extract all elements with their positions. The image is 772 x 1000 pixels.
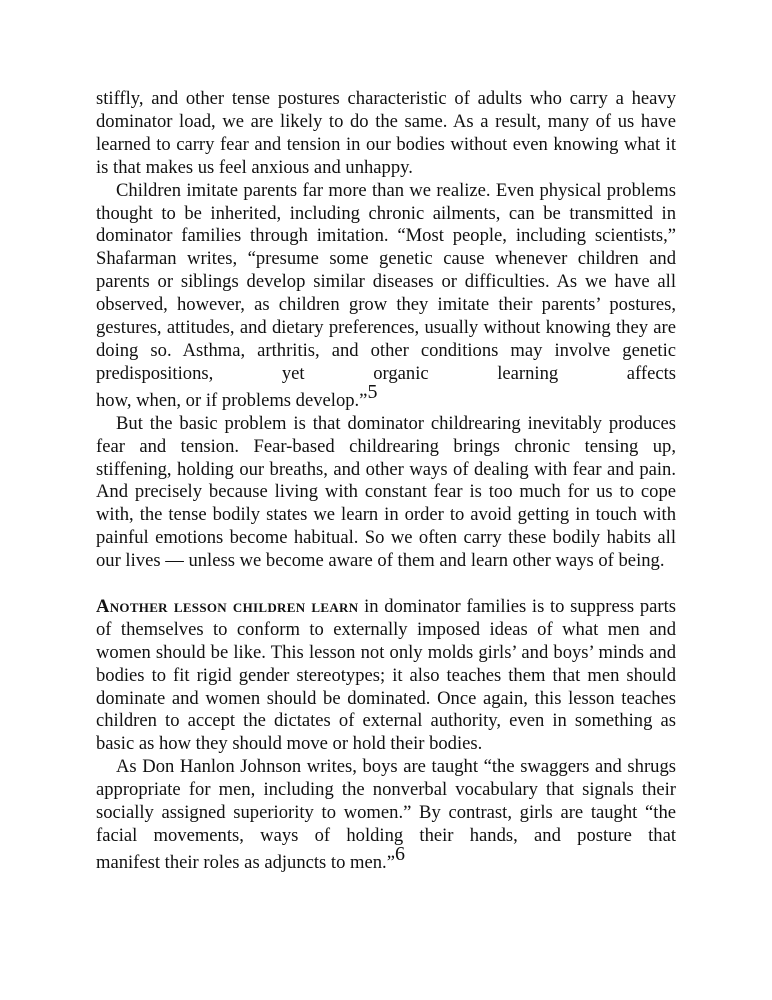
- paragraph-2-end-text: how, when, or if problems develop.”: [96, 389, 368, 411]
- paragraph-5-end-text: manifest their roles as adjuncts to men.”: [96, 851, 395, 873]
- endnote-marker-6[interactable]: 6: [394, 842, 405, 865]
- paragraph-5: As Don Hanlon Johnson writes, boys are taught “the swaggers and shrugs appropriate for men, including the nonverbal vocabulary that signals their socially assigned superiority to women.” By contrast, girls are taught “the facial movements, ways of holding their hands, and posture that: [96, 756, 676, 846]
- section-break: [96, 573, 676, 596]
- paragraph-2-end: [96, 380, 676, 413]
- paragraph-4-text: in dominator families is to suppress parts of themselves to conform to externally imposed ideas of what men and women should be like. This lesson not only molds girls’ and boys’ minds and bodies to fit rigid gender stereotypes; it also teaches them that men should dominate and women should be dominated. Once again, this lesson teaches children to accept the dictates of external authority, even in something as basic as how they should move or hold their bodies.: [96, 595, 676, 755]
- paragraph-1: stiffly, and other tense postures characteristic of adults who carry a heavy dominator load, we are likely to do the same. As a result, many of us have learned to carry fear and tension in our bodies without even knowing what it is that makes us feel anxious and unhappy.: [96, 88, 676, 178]
- endnote-marker-5[interactable]: 5: [367, 380, 378, 403]
- paragraph-2: Children imitate parents far more than we realize. Even physical problems thought to be inherited, including chronic ailments, can be transmitted in dominator families through imitation. “Most people, including scientists,” Shafarman writes, “presume some genetic cause whenever children and parents or siblings develop similar diseases or difficulties. As we have all observed, however, as children grow they imitate their parents’ postures, gestures, attitudes, and dietary preferences, usually without knowing they are doing so. Asthma, arthritis, and other conditions may involve genetic predispositions, yet organic learning affects: [96, 179, 676, 384]
- body-text: [96, 88, 676, 875]
- section-lead-in: Another lesson children learn: [96, 595, 359, 617]
- paragraph-4: [96, 596, 676, 756]
- paragraph-3: But the basic problem is that dominator childrearing inevitably produces fear and tension. Fear-based childrearing brings chronic tensing up, stiffening, holding our breaths, and other ways of dealing with fear and pain. And precisely because living with constant fear is too much for us to cope with, the tense bodily states we learn in order to avoid getting in touch with painful emotions become habitual. So we often carry these bodily habits all our lives — unless we become aware of them and learn other ways of being.: [96, 412, 676, 572]
- paragraph-5-end: [96, 842, 676, 875]
